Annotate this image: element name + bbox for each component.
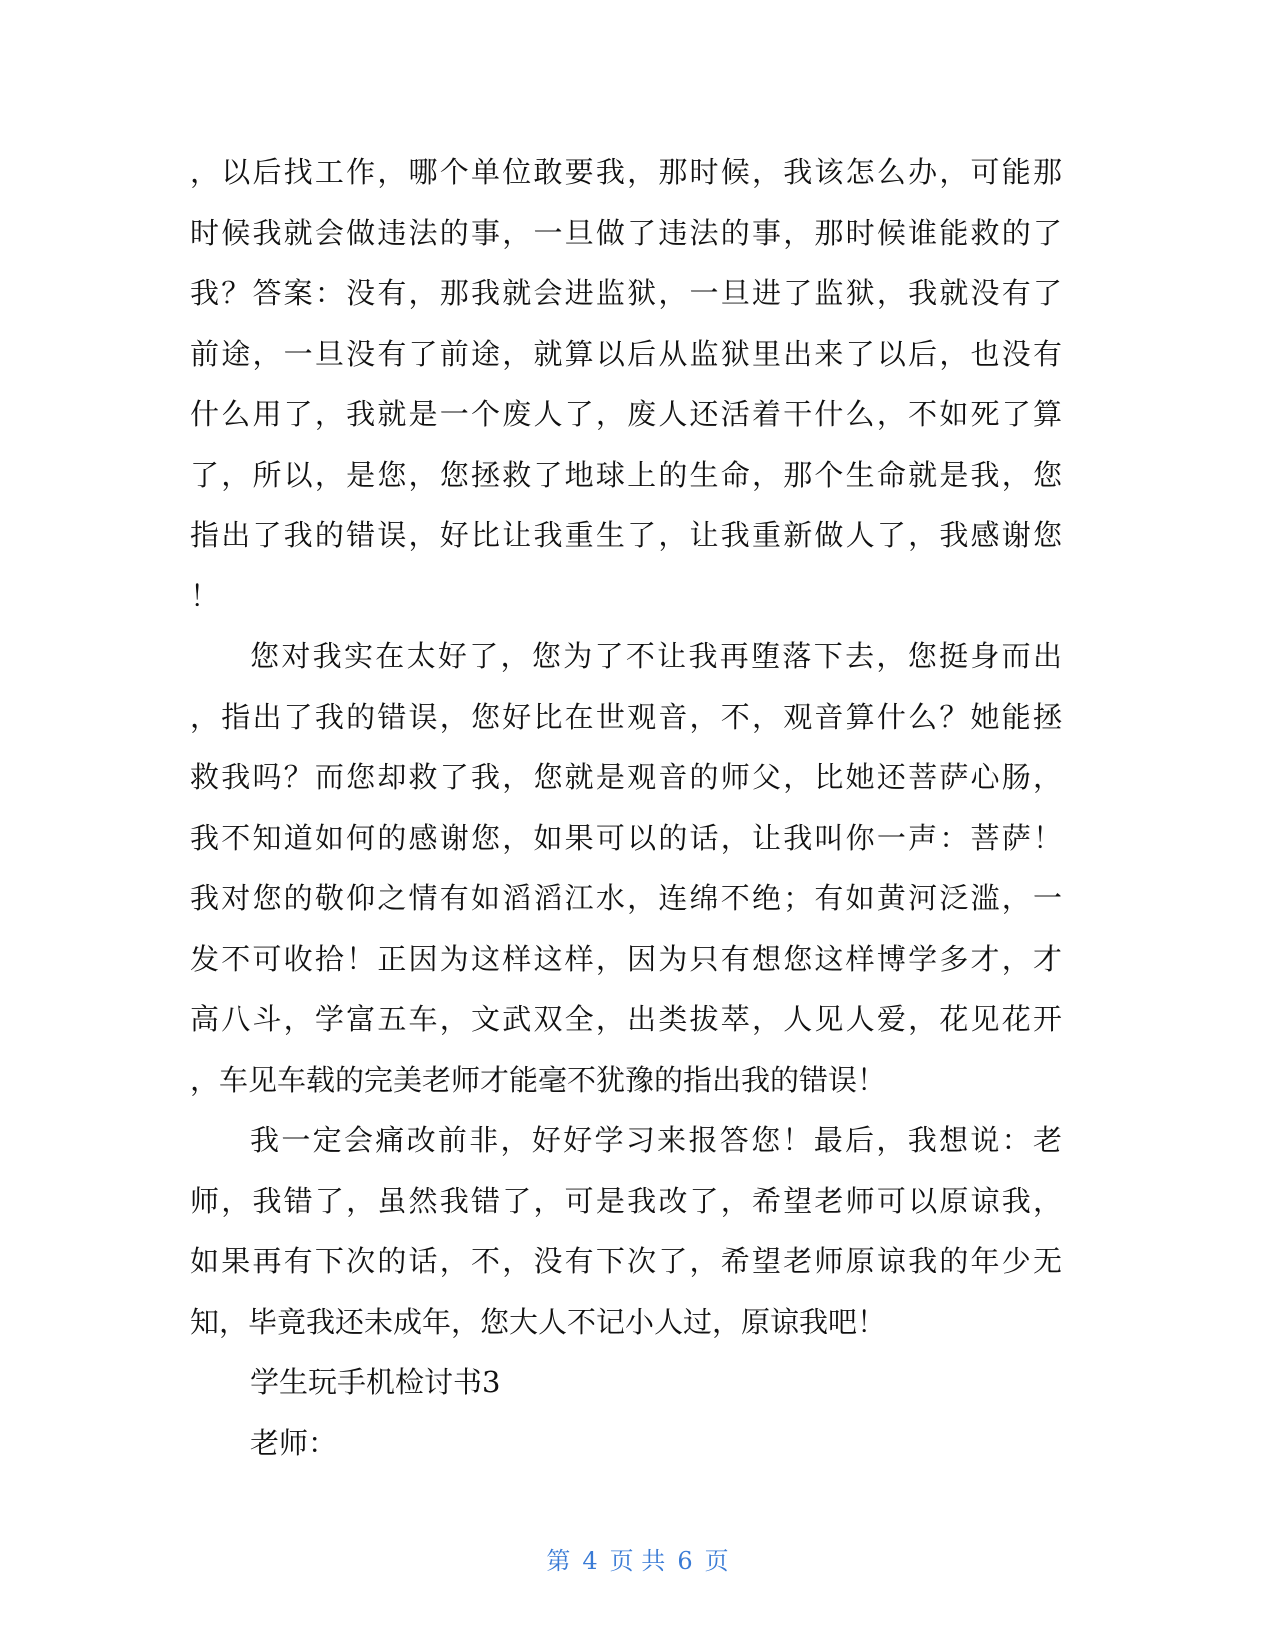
text-line: 我一定会痛改前非，好好学习来报答您！最后，我想说：老 <box>250 1123 1062 1157</box>
text-line: 前途，一旦没有了前途，就算以后从监狱里出来了以后，也没有 <box>190 336 1062 371</box>
text-line: 我？答案：没有，那我就会进监狱，一旦进了监狱，我就没有了 <box>190 276 1062 310</box>
footer-prefix: 第 <box>546 1547 571 1575</box>
text-line: 我不知道如何的感谢您，如果可以的话，让我叫你一声：菩萨！ <box>190 820 1062 855</box>
section-heading: 学生玩手机检讨书3 <box>250 1365 501 1399</box>
body-text <box>190 142 1062 1473</box>
text-line: 高八斗，学富五车，文武双全，出类拔萃，人见人爱，花见花开 <box>190 1002 1062 1036</box>
text-line: 指出了我的错误，好比让我重生了，让我重新做人了，我感谢您 <box>190 518 1062 552</box>
footer-page-number: 4 <box>582 1547 598 1575</box>
text-line: 什么用了，我就是一个废人了，废人还活着干什么，不如死了算 <box>190 397 1062 431</box>
text-line: 了，所以，是您，您拯救了地球上的生命，那个生命就是我，您 <box>190 457 1062 492</box>
footer-total-pages: 6 <box>677 1547 693 1575</box>
text-line: 师，我错了，虽然我错了，可是我改了，希望老师可以原谅我， <box>190 1183 1062 1218</box>
text-line: 如果再有下次的话，不，没有下次了，希望老师原谅我的年少无 <box>190 1244 1062 1278</box>
text-line: ，车见车载的完美老师才能毫不犹豫的指出我的错误！ <box>190 1062 887 1097</box>
text-line: ，指出了我的错误，您好比在世观音，不，观音算什么？她能拯 <box>190 699 1062 734</box>
text-line: ！ <box>190 578 220 613</box>
text-line: 我对您的敬仰之情有如滔滔江水，连绵不绝；有如黄河泛滥，一 <box>190 881 1062 915</box>
text-line: 救我吗？而您却救了我，您就是观音的师父，比她还菩萨心肠， <box>190 760 1062 794</box>
text-line: 发不可收拾！正因为这样这样，因为只有想您这样博学多才，才 <box>190 941 1062 976</box>
footer-middle: 页 共 <box>609 1547 666 1575</box>
text-line: ，以后找工作，哪个单位敢要我，那时候，我该怎么办，可能那 <box>190 155 1062 189</box>
footer-suffix: 页 <box>704 1547 729 1575</box>
salutation: 老师： <box>250 1425 338 1460</box>
page-footer <box>0 1541 1275 1576</box>
text-line: 时候我就会做违法的事，一旦做了违法的事，那时候谁能救的了 <box>190 215 1062 250</box>
text-line: 您对我实在太好了，您为了不让我再堕落下去，您挺身而出 <box>250 639 1062 673</box>
text-line: 知，毕竟我还未成年，您大人不记小人过，原谅我吧！ <box>190 1304 887 1339</box>
